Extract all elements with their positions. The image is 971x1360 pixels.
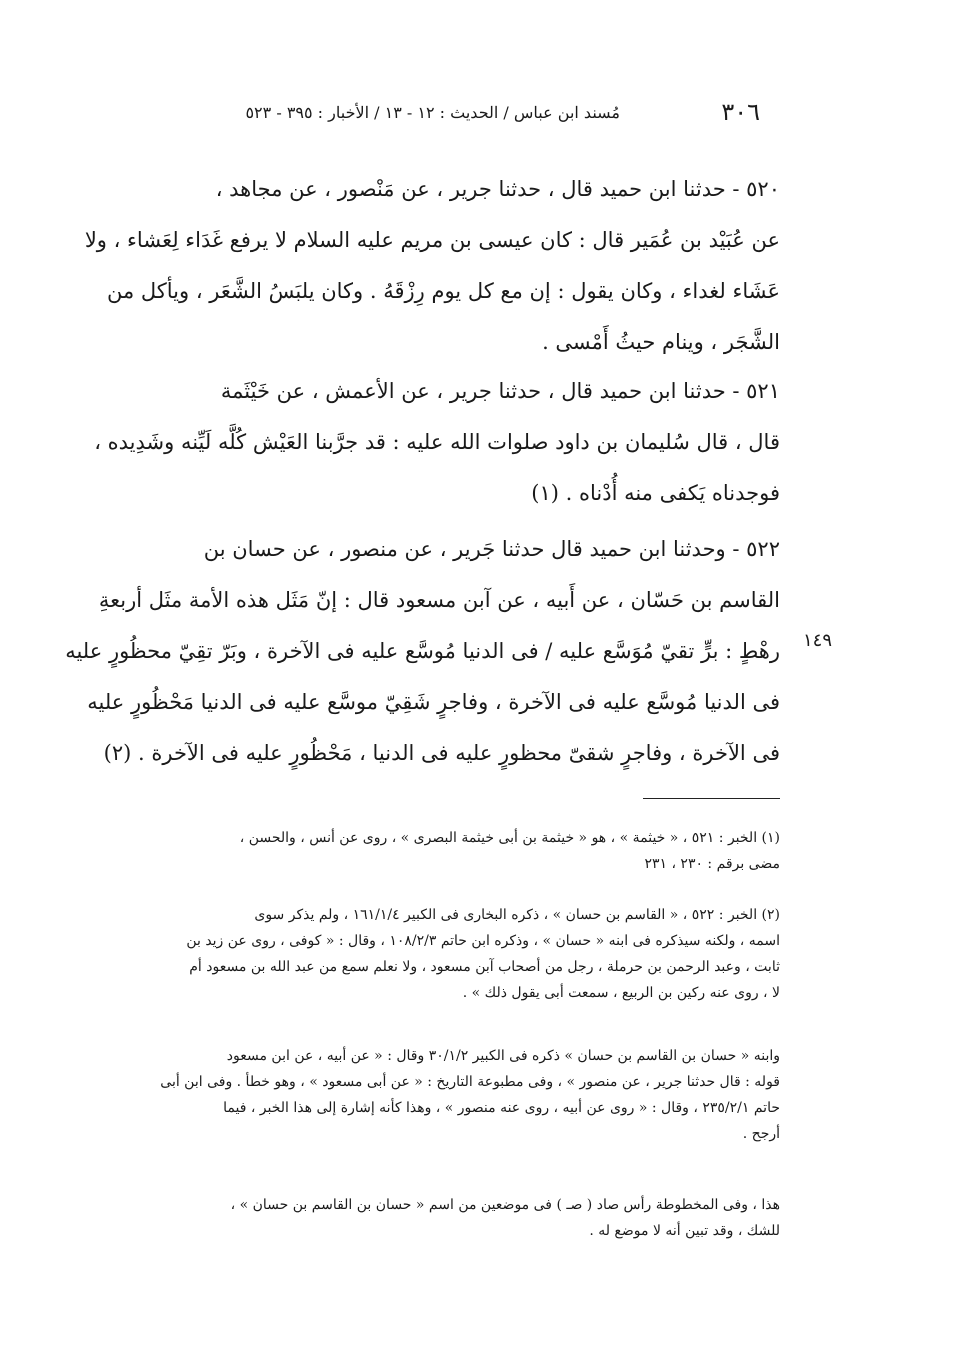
text-line: القاسم بن حَسّان ، عن أَبيه ، عن آبن مسعود قال : إنّ مَثَل هذه الأمة مثَل أربعةِ	[98, 588, 780, 612]
footnote-line: للشك ، وقد تبين أنه لا موضع له .	[589, 1223, 780, 1239]
footnote-line: هذا ، وفى المخطوطة رأس صاد ( صـ ) فى موضعين من اسم « حسان بن القاسم بن حسان » ،	[230, 1197, 780, 1213]
footnote-2	[130, 902, 780, 1006]
footnote-line: ثابت ، وعبد الرحمن بن حرملة ، رجل من أصحاب آبن مسعود ، ولا نعلم سمع من عبد الله بن مسعود أم	[189, 959, 780, 975]
text-line: ٥٢١ - حدثنا ابن حميد قال ، حدثنا جرير ، عن الأعمش ، عن خَيْثَمة	[220, 379, 780, 403]
paragraph-520	[84, 164, 780, 368]
footnote-line: لا ، روى عنه ركين بن الربيع ، سمعت أبى يقول ذلك » .	[462, 985, 780, 1001]
text-line: فى الآخرة ، وفاجرٍ شقىّ محظورٍ عليه فى الدنيا ، مَحْظُورٍ عليه فى الآخرة . (٢)	[103, 741, 780, 765]
paragraph-522	[65, 524, 780, 779]
running-title: مُسند ابن عباس / الحديث : ١٢ - ١٣ / الأخبار : ٣٩٥ - ٥٢٣	[245, 103, 620, 122]
text-line: عَشَاء لغداء ، وكان يقول : إن مع كل يوم رِزْقَهُ . وكان يلبَسُ الشَّعَر ، ويأكل من	[106, 279, 780, 303]
page-number: ٣٠٦	[721, 98, 760, 126]
footnote-line: مضى برقم : ٢٣٠ ، ٢٣١	[644, 856, 780, 872]
text-line: فى الدنيا مُوسَّع عليه فى الآخرة ، وفاجرٍ شَقِيّ موسَّع عليه فى الدنيا مَحْظُورٍ عليه	[87, 690, 780, 714]
footnote-line: قوله : قال حدثنا جرير ، عن منصور » ، وفى مطبوعة التاريخ : « عن أبى مسعود » ، وهو خطأ . وفى ابن أبى	[160, 1074, 780, 1090]
paragraph-521	[94, 366, 780, 519]
footnote-line: أرجح .	[742, 1126, 780, 1142]
manuscript-page-marker: ١٤٩	[803, 630, 833, 651]
text-line: عن عُبَيْد بن عُمَير قال : كان عيسى بن مريم عليه السلام لا يرفع غَدَاء لِعَشاء ، ولا	[84, 228, 780, 252]
footnote-divider	[643, 798, 780, 799]
footnote-line: وابنه « حسان بن القاسم بن حسان » ذكره فى الكبير ٣٠/١/٢ وقال : « عن أبيه ، عن ابن مسعود	[226, 1048, 780, 1064]
footnote-line: اسمه ، ولكنه سيذكره فى ابنه « حسان » ، وذكره ابن حاتم ١٠٨/٢/٣ ، وقال : « كوفى ، روى عن زيد بن	[186, 933, 780, 949]
page-header	[200, 98, 760, 132]
text-line: ٥٢٢ - وحدثنا ابن حميد قال حدثنا جَرير ، عن منصور ، عن حسان بن	[203, 537, 780, 561]
text-line: قال ، قال سُليمان بن داود صلوات الله عليه : قد جرَّبنا العَيْش كُلَّه لَيِّنه وشَدِيده ،	[94, 430, 780, 454]
text-line: ٥٢٠ - حدثنا ابن حميد قال ، حدثنا جرير ، عن مَنْصور ، عن مجاهد ،	[215, 177, 780, 201]
text-line: رهْطٍ : برٍّ تقيّ مُوَسَّع عليه / فى الدنيا مُوسَّع عليه فى الآخرة ، وبَرّ تقِيّ محظُورٍ عليه	[65, 639, 780, 663]
footnote-line: حاتم ٢٣٥/٢/١ ، وقال : « روى عن أبيه ، روى عنه منصور » ، وهذا كأنه إشارة إلى هذا الخبر ، فيما	[223, 1100, 780, 1116]
text-line: فوجدناه يَكفى منه أُدْناه . (١)	[531, 481, 780, 505]
footnote-2-continued	[130, 1043, 780, 1147]
footnote-2-note	[130, 1192, 780, 1244]
footnote-1	[130, 825, 780, 877]
footnote-line: (١) الخبر : ٥٢١ ، « خيثمة » ، هو « خيثمة بن أبى خيثمة البصرى » ، روى عن أنس ، والحسن ،	[239, 830, 780, 846]
text-line: الشَّجَر ، وينام حيثُ أَمْسى .	[542, 330, 780, 354]
footnote-line: (٢) الخبر : ٥٢٢ ، « القاسم بن حسان » ، ذكره البخارى فى الكبير ١٦١/١/٤ ، ولم يذكر سوى	[254, 907, 780, 923]
